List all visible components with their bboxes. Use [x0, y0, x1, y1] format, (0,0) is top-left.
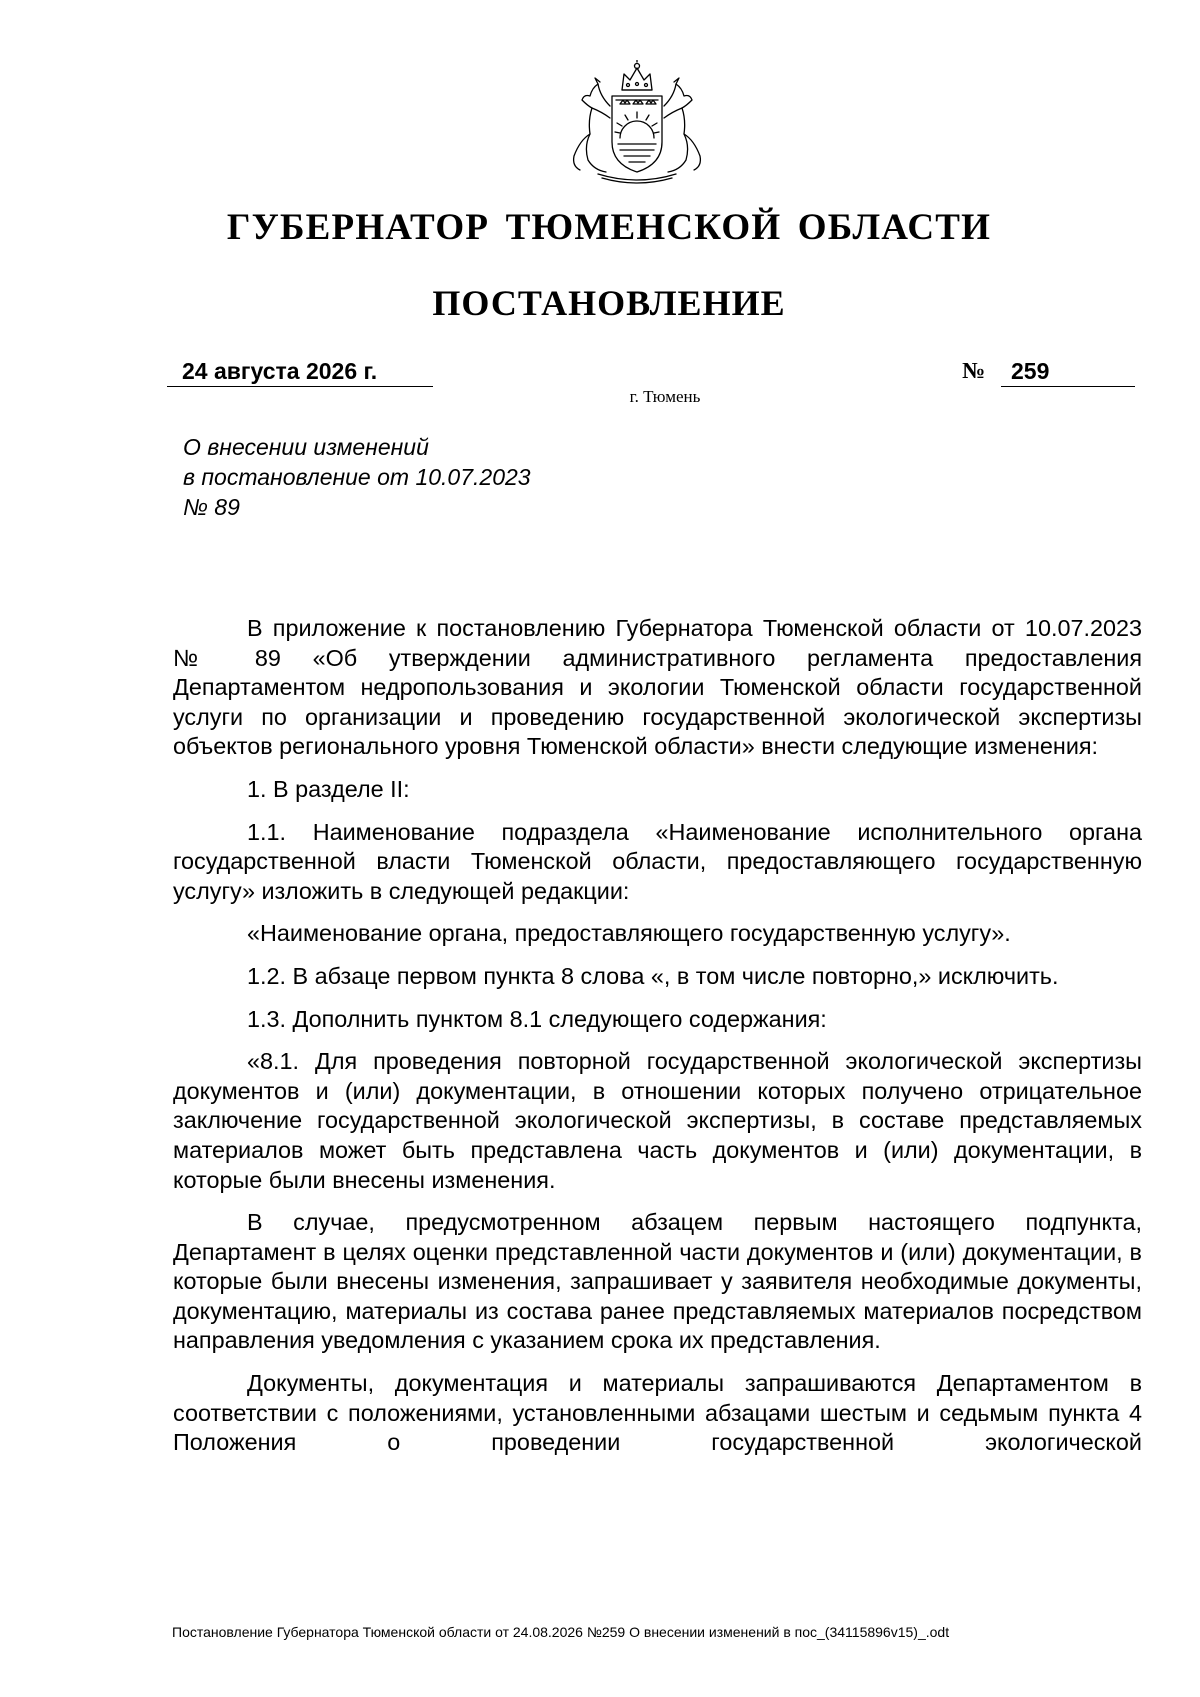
org-title: ГУБЕРНАТОР ТЮМЕНСКОЙ ОБЛАСТИ [226, 207, 992, 248]
document-date: 24 августа 2026 г. [167, 356, 433, 387]
document-number: 259 [1001, 356, 1135, 387]
body-paragraph: 1.3. Дополнить пунктом 8.1 следующего содержания: [247, 1005, 827, 1032]
body-paragraph: «8.1. Для проведения повторной государственной экологической экспертизы документов и (или) документации, в отношении которых получено отрицательное заключение государственной экологической экспертизы, в составе представляемых материалов может быть представлена часть документов и (или) документации, в которые были внесены изменения. [173, 1048, 1142, 1193]
number-sign: № [962, 358, 986, 383]
document-type-title: ПОСТАНОВЛЕНИЕ [432, 283, 786, 323]
subject-line: № 89 [183, 494, 240, 520]
issue-city: г. Тюмень [629, 387, 701, 406]
subject-line: в постановление от 10.07.2023 [183, 464, 531, 490]
document-body [173, 614, 1142, 1458]
body-paragraph: 1.2. В абзаце первом пункта 8 слова «, в том числе повторно,» исключить. [247, 962, 1059, 989]
body-paragraph: В приложение к постановлению Губернатора Тюменской области от 10.07.2023 № 89 «Об утверждении административного регламента предоставления Департаментом недропользования и экологии Тюменской области государственной услуги по организации и проведению государственной экологической экспертизы объектов регионального уровня Тюменской области» внести следующие изменения: [173, 615, 1142, 760]
document-subject [183, 432, 633, 522]
body-paragraph: 1. В разделе II: [247, 775, 410, 802]
body-paragraph: 1.1. Наименование подраздела «Наименование исполнительного органа государственной власти Тюменской области, предоставляющего государственную услугу» изложить в следующей редакции: [173, 818, 1142, 904]
document-footer: Постановление Губернатора Тюменской области от 24.08.2026 №259 О внесении изменений в пос_(34115896v15)_.odt [172, 1624, 950, 1640]
body-paragraph: Документы, документация и материалы запрашиваются Департаментом в соответствии с положениями, установленными абзацами шестым и седьмым пункта 4 Положения о проведении государственной экологической [173, 1370, 1142, 1456]
body-paragraph: В случае, предусмотренном абзацем первым настоящего подпункта, Департамент в целях оценки представленной части документов и (или) документации, в которые были внесены изменения, запрашивает у заявителя необходимые документы, документацию, материалы из состава ранее представляемых материалов посредством направления уведомления с указанием срока их представления. [173, 1209, 1142, 1354]
subject-line: О внесении изменений [183, 434, 429, 460]
body-paragraph: «Наименование органа, предоставляющего государственную услугу». [247, 920, 1011, 947]
tyumen-oblast-coat-of-arms-icon [562, 60, 712, 188]
